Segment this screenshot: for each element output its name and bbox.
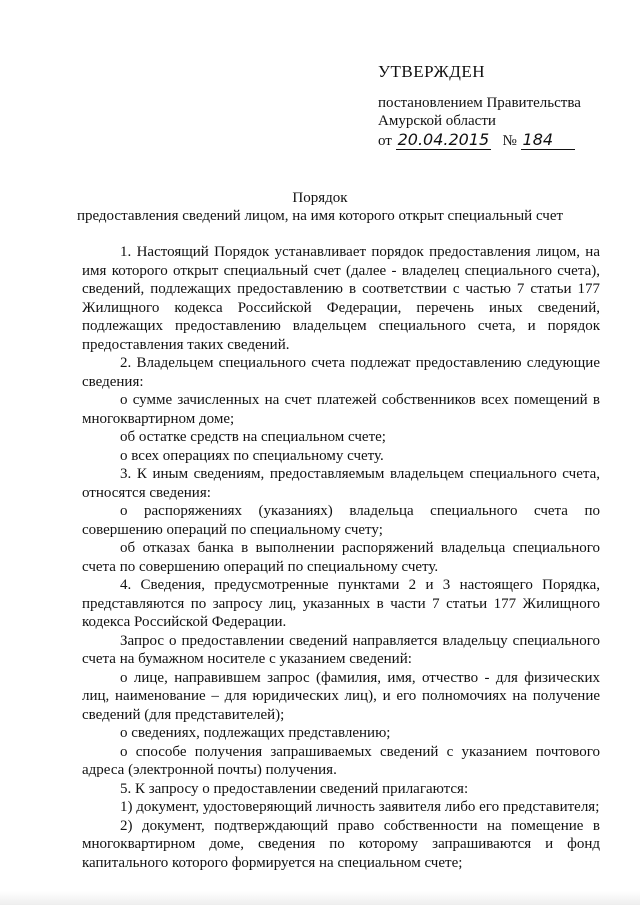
paragraph: о распоряжениях (указаниях) владельца специального счета по совершению операций по специальному счету; bbox=[82, 503, 600, 538]
number-prefix: № bbox=[502, 133, 517, 149]
paragraph: об отказах банка в выполнении распоряжений владельца специального счета по совершению операций по специальному счету. bbox=[82, 540, 600, 575]
approval-line-1: постановлением Правительства bbox=[378, 95, 581, 111]
document-body bbox=[82, 243, 600, 872]
document-title: Порядок bbox=[292, 190, 348, 206]
paragraph: о способе получения запрашиваемых сведений с указанием почтового адреса (электронной почты) получения. bbox=[82, 743, 600, 778]
date-prefix: от bbox=[378, 133, 392, 149]
paragraph: Запрос о предоставлении сведений направляется владельцу специального счета на бумажном носителе с указанием сведений: bbox=[82, 632, 600, 667]
approval-line-2: Амурской области bbox=[378, 113, 496, 129]
paragraph: о сумме зачисленных на счет платежей собственников всех помещений в многоквартирном доме; bbox=[82, 392, 600, 427]
paragraph: о сведениях, подлежащих представлению; bbox=[120, 725, 391, 741]
paragraph: о лице, направившем запрос (фамилия, имя, отчество - для физических лиц, наименование – для юридических лиц), и его полномочиях на получение сведений (для представителей); bbox=[82, 669, 600, 723]
approval-title: УТВЕРЖДЕН bbox=[378, 62, 485, 81]
paragraph: о всех операциях по специальному счету. bbox=[120, 447, 384, 464]
paragraph: 1. Настоящий Порядок устанавливает порядок предоставления лицом, на имя которого открыт специальный счет (далее - владелец специального счета), сведений, подлежащих предоставлению в соответствии с частью 7 статьи 177 Жилищного кодекса Российской Федерации, перечень иных сведений, подлежащих предоставлению владельцем специального счета, и порядок предоставления таких сведений. bbox=[82, 244, 600, 353]
paragraph: 3. К иным сведениям, предоставляемым владельцем специального счета, относятся сведения: bbox=[82, 466, 600, 501]
document-subtitle: предоставления сведений лицом, на имя которого открыт специальный счет bbox=[76, 208, 564, 224]
paragraph: 2. Владельцем специального счета подлежат предоставлению следующие сведения: bbox=[82, 355, 600, 390]
paragraph: 1) документ, удостоверяющий личность заявителя либо его представителя; bbox=[120, 799, 600, 815]
scan-edge bbox=[0, 891, 640, 905]
paragraph: об остатке средств на специальном счете; bbox=[120, 429, 386, 445]
approval-stamp bbox=[378, 62, 618, 151]
approval-date-row bbox=[378, 130, 618, 151]
paragraph: 5. К запросу о предоставлении сведений прилагаются: bbox=[120, 780, 469, 797]
paragraph: 2) документ, подтверждающий право собственности на помещение в многоквартирном доме, сведения по которому запрашиваются и фонд капитального которого формируется на специальном счете; bbox=[82, 817, 600, 871]
handwritten-date: 20.04.2015 bbox=[397, 130, 490, 149]
paragraph: 4. Сведения, предусмотренные пунктами 2 и 3 настоящего Порядка, представляются по запросу лиц, указанных в части 7 статьи 177 Жилищного кодекса Российской Федерации. bbox=[82, 577, 600, 630]
handwritten-number: 184 bbox=[521, 130, 576, 150]
